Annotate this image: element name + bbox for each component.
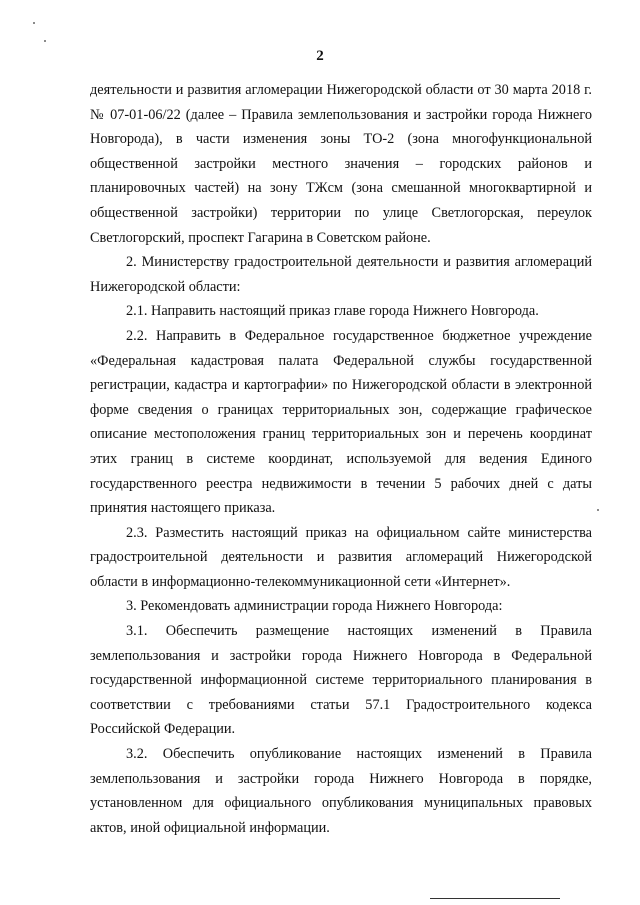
paragraph-item-2-2: 2.2. Направить в Федеральное государственное бюджетное учреждение «Федеральная кадастровая палата Федеральной службы государственной регистрации, кадастра и картографии» по Нижегородской области в электронной форме сведения о границах территориальных зон, содержащие графическое описание местоположения границ территориальных зон и перечень координат этих границ в системе координат, используемой для ведения Единого государственного реестра недвижимости в течении 5 рабочих дней с даты принятия настоящего приказа. <box>90 327 592 517</box>
paragraph-item-2: 2. Министерству градостроительной деятельности и развития агломераций Нижегородской области: <box>90 254 592 295</box>
footer-rule <box>430 898 560 899</box>
scan-speck <box>597 509 599 511</box>
paragraph-item-3: 3. Рекомендовать администрации города Нижнего Новгорода: <box>126 598 503 615</box>
scan-speck <box>33 22 35 24</box>
paragraph-item-3-1: 3.1. Обеспечить размещение настоящих изменений в Правила землепользования и застройки города Нижнего Новгорода в Федеральной государственной информационной системе территориального планирования в соответствии с требованиями статьи 57.1 Градостроительного кодекса Российской Федерации. <box>90 623 592 738</box>
document-body <box>90 78 592 840</box>
page-number: 2 <box>316 48 324 64</box>
paragraph-continuation: деятельности и развития агломерации Нижегородской области от 30 марта 2018 г. № 07-01-06/22 (далее – Правила землепользования и застройки города Нижнего Новгорода), в части изменения зоны ТО-2 (зона многофункциональной общественной застройки местного значения – городских районов и планировочных частей) на зону ТЖсм (зона смешанной многоквартирной и общественной застройки) территории по улице Светлогорская, переулок Светлогорский, проспект Гагарина в Советском районе. <box>90 82 592 246</box>
paragraph-item-2-3: 2.3. Разместить настоящий приказ на официальном сайте министерства градостроительной деятельности и развития агломераций Нижегородской области в информационно-телекоммуникационной сети «Интернет». <box>90 524 592 590</box>
scan-speck <box>44 40 46 42</box>
paragraph-item-2-1: 2.1. Направить настоящий приказ главе города Нижнего Новгорода. <box>126 303 539 320</box>
paragraph-item-3-2: 3.2. Обеспечить опубликование настоящих изменений в Правила землепользования и застройки города Нижнего Новгорода в порядке, установленном для официального опубликования муниципальных правовых актов, иной официальной информации. <box>90 746 592 836</box>
